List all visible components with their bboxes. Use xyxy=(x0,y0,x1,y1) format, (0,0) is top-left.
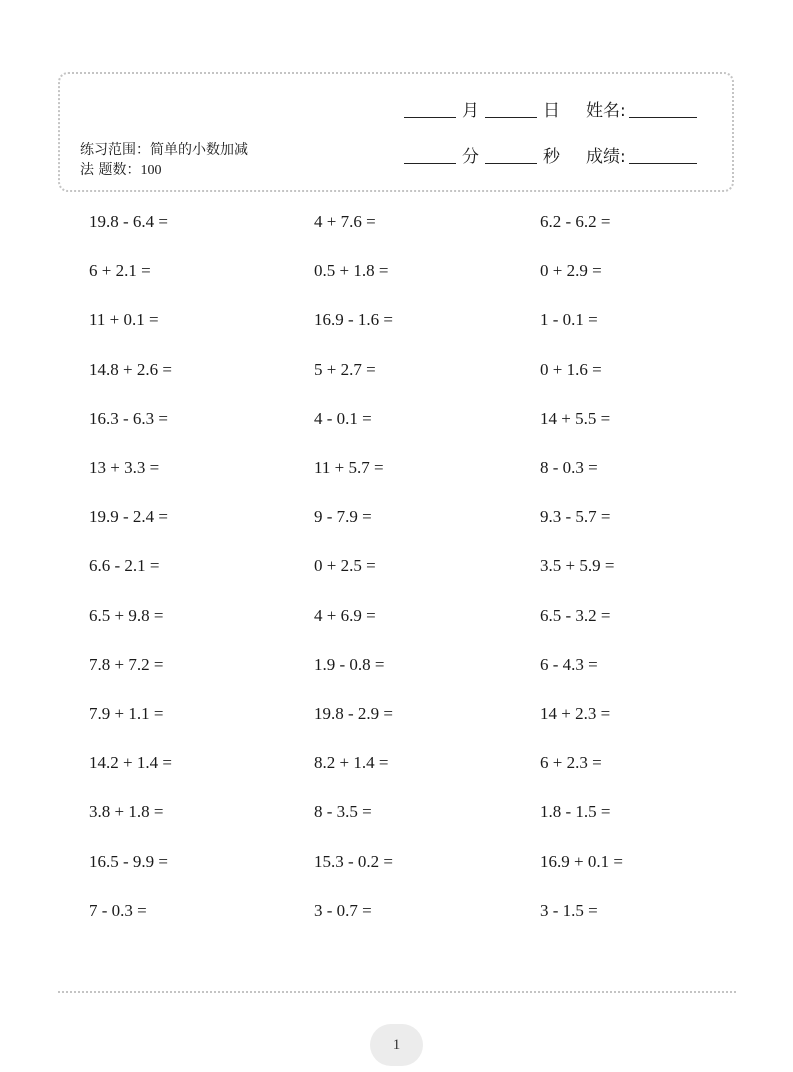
practice-range-line1: 练习范围：简单的小数加减 xyxy=(80,142,248,158)
math-problem: 6.2 - 6.2 = xyxy=(540,212,611,231)
month-label: 月 xyxy=(462,101,479,121)
math-problem: 16.9 - 1.6 = xyxy=(314,310,393,329)
math-problem: 3.8 + 1.8 = xyxy=(89,802,164,821)
math-problem: 5 + 2.7 = xyxy=(314,360,376,379)
math-problem: 14 + 2.3 = xyxy=(540,704,611,723)
page-number: 1 xyxy=(370,1024,423,1066)
date-name-row xyxy=(404,100,697,122)
math-problem: 6.5 + 9.8 = xyxy=(89,606,164,625)
math-problem: 16.9 + 0.1 = xyxy=(540,852,623,871)
math-problem: 6 - 4.3 = xyxy=(540,655,598,674)
math-problem: 7 - 0.3 = xyxy=(89,901,147,920)
math-problem: 4 + 6.9 = xyxy=(314,606,376,625)
score-blank[interactable] xyxy=(629,163,697,164)
minute-blank[interactable] xyxy=(404,163,456,164)
month-blank[interactable] xyxy=(404,117,456,118)
math-problem: 7.9 + 1.1 = xyxy=(89,704,164,723)
math-problem: 3 - 0.7 = xyxy=(314,901,372,920)
math-problem: 3 - 1.5 = xyxy=(540,901,598,920)
math-problem: 0 + 1.6 = xyxy=(540,360,602,379)
math-problem: 6 + 2.3 = xyxy=(540,753,602,772)
math-problem: 4 + 7.6 = xyxy=(314,212,376,231)
practice-range-line2 xyxy=(80,160,285,181)
math-problem: 8 - 0.3 = xyxy=(540,458,598,477)
math-problem: 1.8 - 1.5 = xyxy=(540,802,611,821)
math-problem: 4 - 0.1 = xyxy=(314,409,372,428)
problem-count-value: 100 xyxy=(140,163,162,178)
math-problem: 9 - 7.9 = xyxy=(314,507,372,526)
day-label: 日 xyxy=(543,101,560,121)
math-problem: 15.3 - 0.2 = xyxy=(314,852,393,871)
math-problem: 19.8 - 6.4 = xyxy=(89,212,168,231)
footer-divider xyxy=(58,991,736,993)
time-score-row xyxy=(404,146,697,168)
math-problem: 11 + 0.1 = xyxy=(89,310,159,329)
math-problem: 11 + 5.7 = xyxy=(314,458,384,477)
score-label: 成绩: xyxy=(586,147,626,167)
math-problem: 14.8 + 2.6 = xyxy=(89,360,172,379)
math-problem: 6 + 2.1 = xyxy=(89,261,151,280)
name-label: 姓名: xyxy=(586,101,626,121)
math-problem: 0 + 2.9 = xyxy=(540,261,602,280)
math-problem: 0 + 2.5 = xyxy=(314,556,376,575)
math-problem: 1 - 0.1 = xyxy=(540,310,598,329)
math-problem: 19.8 - 2.9 = xyxy=(314,704,393,723)
math-problem: 19.9 - 2.4 = xyxy=(89,507,168,526)
minute-label: 分 xyxy=(462,147,479,167)
math-problem: 7.8 + 7.2 = xyxy=(89,655,164,674)
math-problem: 6.5 - 3.2 = xyxy=(540,606,611,625)
math-problem: 16.3 - 6.3 = xyxy=(89,409,168,428)
problem-count-label: 法 题数： xyxy=(80,162,141,178)
math-problem: 6.6 - 2.1 = xyxy=(89,556,160,575)
math-problem: 9.3 - 5.7 = xyxy=(540,507,611,526)
practice-range xyxy=(80,140,285,181)
day-blank[interactable] xyxy=(485,117,537,118)
math-problem: 8.2 + 1.4 = xyxy=(314,753,389,772)
math-problem: 8 - 3.5 = xyxy=(314,802,372,821)
math-problem: 14 + 5.5 = xyxy=(540,409,611,428)
second-blank[interactable] xyxy=(485,163,537,164)
math-problem: 0.5 + 1.8 = xyxy=(314,261,389,280)
second-label: 秒 xyxy=(543,147,560,167)
math-problem: 14.2 + 1.4 = xyxy=(89,753,172,772)
math-problem: 3.5 + 5.9 = xyxy=(540,556,615,575)
name-blank[interactable] xyxy=(629,117,697,118)
math-problem: 13 + 3.3 = xyxy=(89,458,160,477)
math-problem: 1.9 - 0.8 = xyxy=(314,655,385,674)
math-problem: 16.5 - 9.9 = xyxy=(89,852,168,871)
